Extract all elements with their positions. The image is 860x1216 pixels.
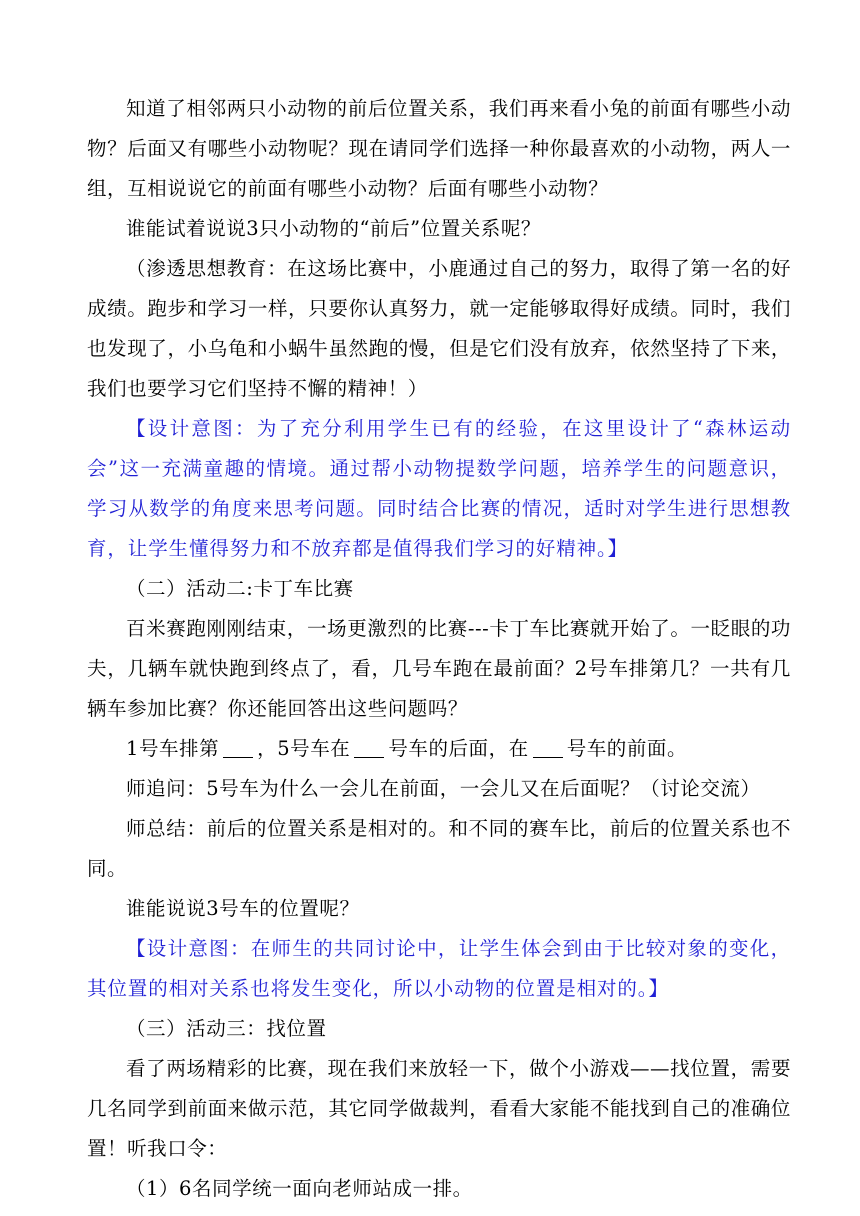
paragraph-game-intro: 看了两场精彩的比赛，现在我们来放轻一下，做个小游戏——找位置，需要几名同学到前面来做示范，其它同学做裁判，看看大家能不能找到自己的准确位置！听我口令： <box>87 1057 791 1160</box>
paragraph-moral-education: （渗透思想教育：在这场比赛中，小鹿通过自己的努力，取得了第一名的好成绩。跑步和学习一样，只要你认真努力，就一定能够取得好成绩。同时，我们也发现了，小乌龟和小蜗牛虽然跑的慢，但是它们没有放弃，依然坚持了下来，我们也要学习它们坚持不懈的精神！） <box>87 257 791 400</box>
paragraph-fill-in-blanks <box>87 729 791 769</box>
section-heading-activity-2: （二）活动二:卡丁车比赛 <box>126 577 354 600</box>
fill-text-2: ，5号车在 <box>257 737 351 760</box>
blank-line <box>223 738 253 759</box>
document-page <box>87 89 791 1209</box>
design-intent-1: 【设计意图：为了充分利用学生已有的经验，在这里设计了“森林运动会”这一充满童趣的情境。通过帮小动物提数学问题，培养学生的问题意识，学习从数学的角度来思考问题。同时结合比赛的情况，适时对学生进行思想教育，让学生懂得努力和不放弃都是值得我们学习的好精神。】 <box>87 417 791 560</box>
paragraph-teacher-summary: 师总结：前后的位置关系是相对的。和不同的赛车比，前后的位置关系也不同。 <box>87 817 791 880</box>
design-intent-2: 【设计意图：在师生的共同讨论中，让学生体会到由于比较对象的变化，其位置的相对关系也将发生变化，所以小动物的位置是相对的。】 <box>87 937 791 1000</box>
paragraph-step-1: （1）6名同学统一面向老师站成一排。 <box>126 1177 473 1200</box>
fill-text-3: 号车的后面，在 <box>388 737 529 760</box>
fill-text-4: 号车的前面。 <box>566 737 688 760</box>
paragraph-car-3-question: 谁能说说3号车的位置呢？ <box>126 897 360 920</box>
blank-line <box>354 738 384 759</box>
paragraph-question: 谁能试着说说3只小动物的“前后”位置关系呢？ <box>126 217 541 240</box>
paragraph-kart-race: 百米赛跑刚刚结束，一场更激烈的比赛---卡丁车比赛就开始了。一眨眼的功夫，几辆车就快跑到终点了，看，几号车跑在最前面？2号车排第几？一共有几辆车参加比赛？你还能回答出这些问题吗？ <box>87 617 791 720</box>
paragraph-intro: 知道了相邻两只小动物的前后位置关系，我们再来看小兔的前面有哪些小动物？后面又有哪些小动物呢？现在请同学们选择一种你最喜欢的小动物，两人一组，互相说说它的前面有哪些小动物？后面有哪些小动物？ <box>87 97 791 200</box>
blank-line <box>533 738 563 759</box>
paragraph-teacher-asks: 师追问：5号车为什么一会儿在前面，一会儿又在后面呢？（讨论交流） <box>126 777 761 800</box>
fill-text-1: 1号车排第 <box>126 737 220 760</box>
section-heading-activity-3: （三）活动三：找位置 <box>126 1017 327 1040</box>
